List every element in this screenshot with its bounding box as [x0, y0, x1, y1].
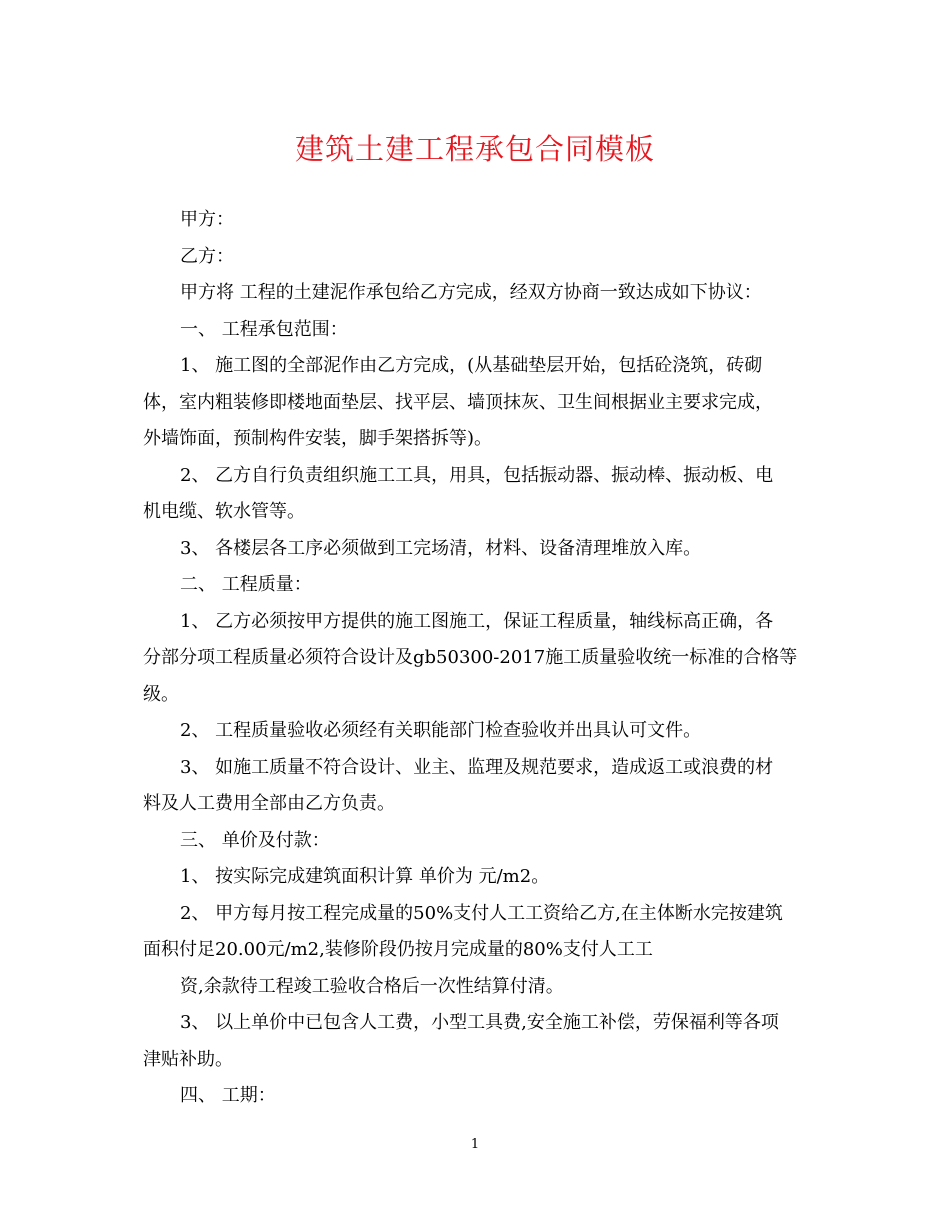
- text-line: 机电缆、软水管等。: [143, 501, 305, 522]
- text-line: 一、 工程承包范围：: [180, 318, 348, 340]
- document-title: 建筑土建工程承包合同模板: [294, 132, 655, 166]
- text-line: 体，室内粗装修即楼地面垫层、找平层、墙顶抹灰、卫生间根据业主要求完成，: [143, 391, 773, 413]
- text-line: 料及人工费用全部由乙方负责。: [143, 793, 395, 814]
- text-line: 四、 工期：: [180, 1085, 276, 1106]
- text-line: 甲方：: [180, 209, 234, 230]
- text-line: 资,余款待工程竣工验收合格后一次性结算付清。: [180, 975, 564, 997]
- document-body: [143, 202, 805, 1115]
- text-line: 分部分项工程质量必须符合设计及gb50300-2017施工质量验收统一标准的合格等: [143, 647, 798, 668]
- page-number: 1: [470, 1137, 480, 1152]
- text-line: 1、 乙方必须按甲方提供的施工图施工，保证工程质量，轴线标高正确，各: [180, 610, 774, 632]
- text-line: 甲方将 工程的土建泥作承包给乙方完成，经双方协商一致达成如下协议：: [180, 282, 762, 303]
- text-line: 2、 乙方自行负责组织施工工具，用具，包括振动器、振动棒、振动板、电: [180, 464, 774, 486]
- text-line: 2、 甲方每月按工程完成量的50%支付人工工资给乙方,在主体断水完按建筑: [180, 902, 783, 924]
- text-line: 三、 单价及付款：: [180, 829, 330, 851]
- text-line: 级。: [143, 683, 179, 705]
- text-line: 3、 如施工质量不符合设计、业主、监理及规范要求，造成返工或浪费的材: [180, 756, 774, 778]
- text-line: 3、 以上单价中已包含人工费，小型工具费,安全施工补偿，劳保福利等各项: [180, 1012, 779, 1033]
- text-line: 1、 按实际完成建筑面积计算 单价为 元/m2。: [180, 866, 550, 887]
- text-line: 二、 工程质量：: [180, 574, 312, 595]
- text-line: 外墙饰面，预制构件安装，脚手架搭拆等)。: [143, 428, 493, 449]
- text-line: 面积付足20.00元/m2,装修阶段仍按月完成量的80%支付人工工: [143, 939, 653, 960]
- text-line: 乙方：: [180, 245, 234, 267]
- text-line: 津贴补助。: [143, 1048, 233, 1070]
- text-line: 1、 施工图的全部泥作由乙方完成，(从基础垫层开始，包括砼浇筑，砖砌: [180, 355, 763, 376]
- text-line: 2、 工程质量验收必须经有关职能部门检查验收并出具认可文件。: [180, 720, 702, 741]
- text-line: 3、 各楼层各工序必须做到工完场清，材料、设备清理堆放入库。: [180, 537, 702, 559]
